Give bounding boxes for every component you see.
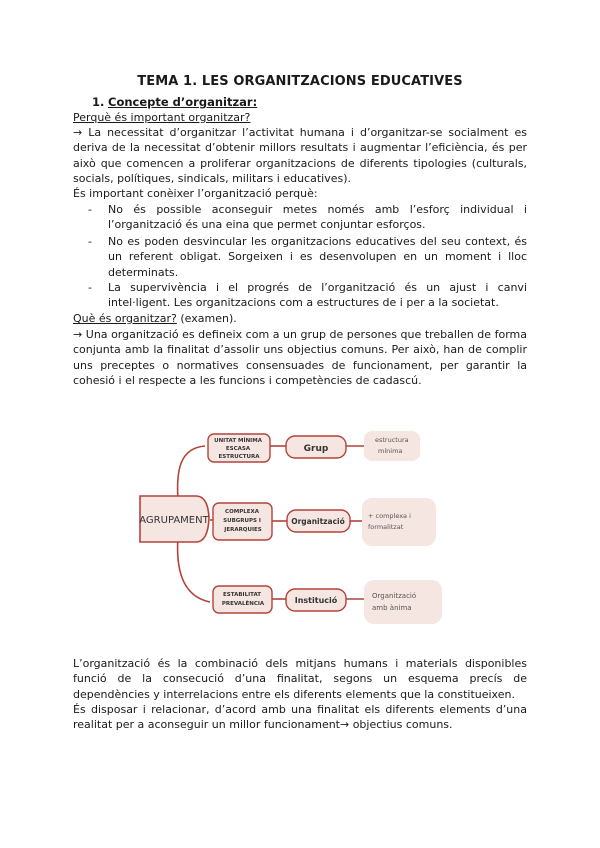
condition-text-institucio: ESTABILITAT PREVALÈNCIA	[221, 592, 265, 607]
paragraph-important-intro: És important conèixer l’organització perquè:	[73, 187, 318, 200]
result-box-institucio	[364, 580, 442, 624]
question-note: (examen).	[176, 312, 237, 325]
result-text-institucio: Organització amb ànima	[372, 592, 417, 612]
paragraph-definition: → Una organització es defineix com a un grup de persones que treballen de forma conjunta amb la finalitat d’assolir uns objectius comuns. Per això, han de complir uns preceptes o normatives consensuades de funcionament, per garantir la cohesió i el respecte a les funcions i competències de cadascú.	[73, 328, 527, 387]
bullet-dash: -	[88, 203, 92, 216]
result-text-organitzacio: + complexa i formalitzat	[368, 512, 411, 531]
result-text-grup: estructura mínima	[375, 436, 409, 455]
condition-text-grup: UNITAT MÍNIMA ESCASA ESTRUCTURA	[214, 438, 262, 460]
bullet-text: No es poden desvincular les organitzacions educatives del seu context, és un referent obligat. Sorgeixen i es desenvolupen en un moment i lloc determinats.	[108, 235, 527, 279]
type-text-organitzacio: Organització	[291, 517, 345, 526]
question-heading-why: Perquè és important organitzar?	[73, 111, 251, 124]
section-heading	[92, 95, 257, 109]
section-label: Concepte d’organitzar:	[108, 95, 258, 109]
connector-root-bottom	[178, 536, 210, 602]
connector-root-top	[178, 446, 205, 500]
type-text-institucio: Institució	[294, 596, 338, 605]
section-number: 1.	[92, 95, 105, 109]
bullet-text: No és possible aconseguir metes només amb l’esforç individual i l’organització és una eina que permet conjuntar esforços.	[108, 203, 527, 232]
result-box-organitzacio	[362, 498, 436, 546]
organization-diagram	[0, 400, 600, 650]
paragraph-combination: L’organització és la combinació dels mitjans humans i materials disponibles funció de la consecució d’una finalitat, segons un esquema precís de dependències y interrelacions entre els diferents elements que la constitueixen.	[73, 657, 527, 701]
bullet-dash: -	[88, 281, 92, 294]
question-heading-what	[73, 311, 527, 326]
paragraph-necessity: → La necessitat d’organitzar l’activitat humana i d’organitzar-se socialment es deriva de la necessitat d’obtenir millors resultats i augmentar l’eficiència, és per això que comencen a proliferar organitzacions de diferents tipologies (culturals, socials, polítiques, sindicals, militars i educatives).	[73, 126, 527, 185]
root-label: AGRUPAMENT	[139, 515, 209, 526]
bullet-dash: -	[88, 235, 92, 248]
condition-text-organitzacio: COMPLEXA SUBGRUPS I JERARQUIES	[223, 509, 262, 533]
question-label: Què és organitzar?	[73, 312, 177, 325]
type-text-grup: Grup	[303, 444, 329, 454]
bullet-text: La supervivència i el progrés de l’organització és un ajust i canvi intel·ligent. Les organitzacions com a estructures de i per a la societat.	[108, 281, 527, 310]
condition-box-institucio	[213, 586, 272, 613]
page-title: TEMA 1. LES ORGANITZACIONS EDUCATIVES	[137, 74, 463, 89]
paragraph-arrangement: És disposar i relacionar, d’acord amb una finalitat els diferents elements d’una realitat per a aconseguir un millor funcionament→ objectius comuns.	[73, 703, 527, 732]
